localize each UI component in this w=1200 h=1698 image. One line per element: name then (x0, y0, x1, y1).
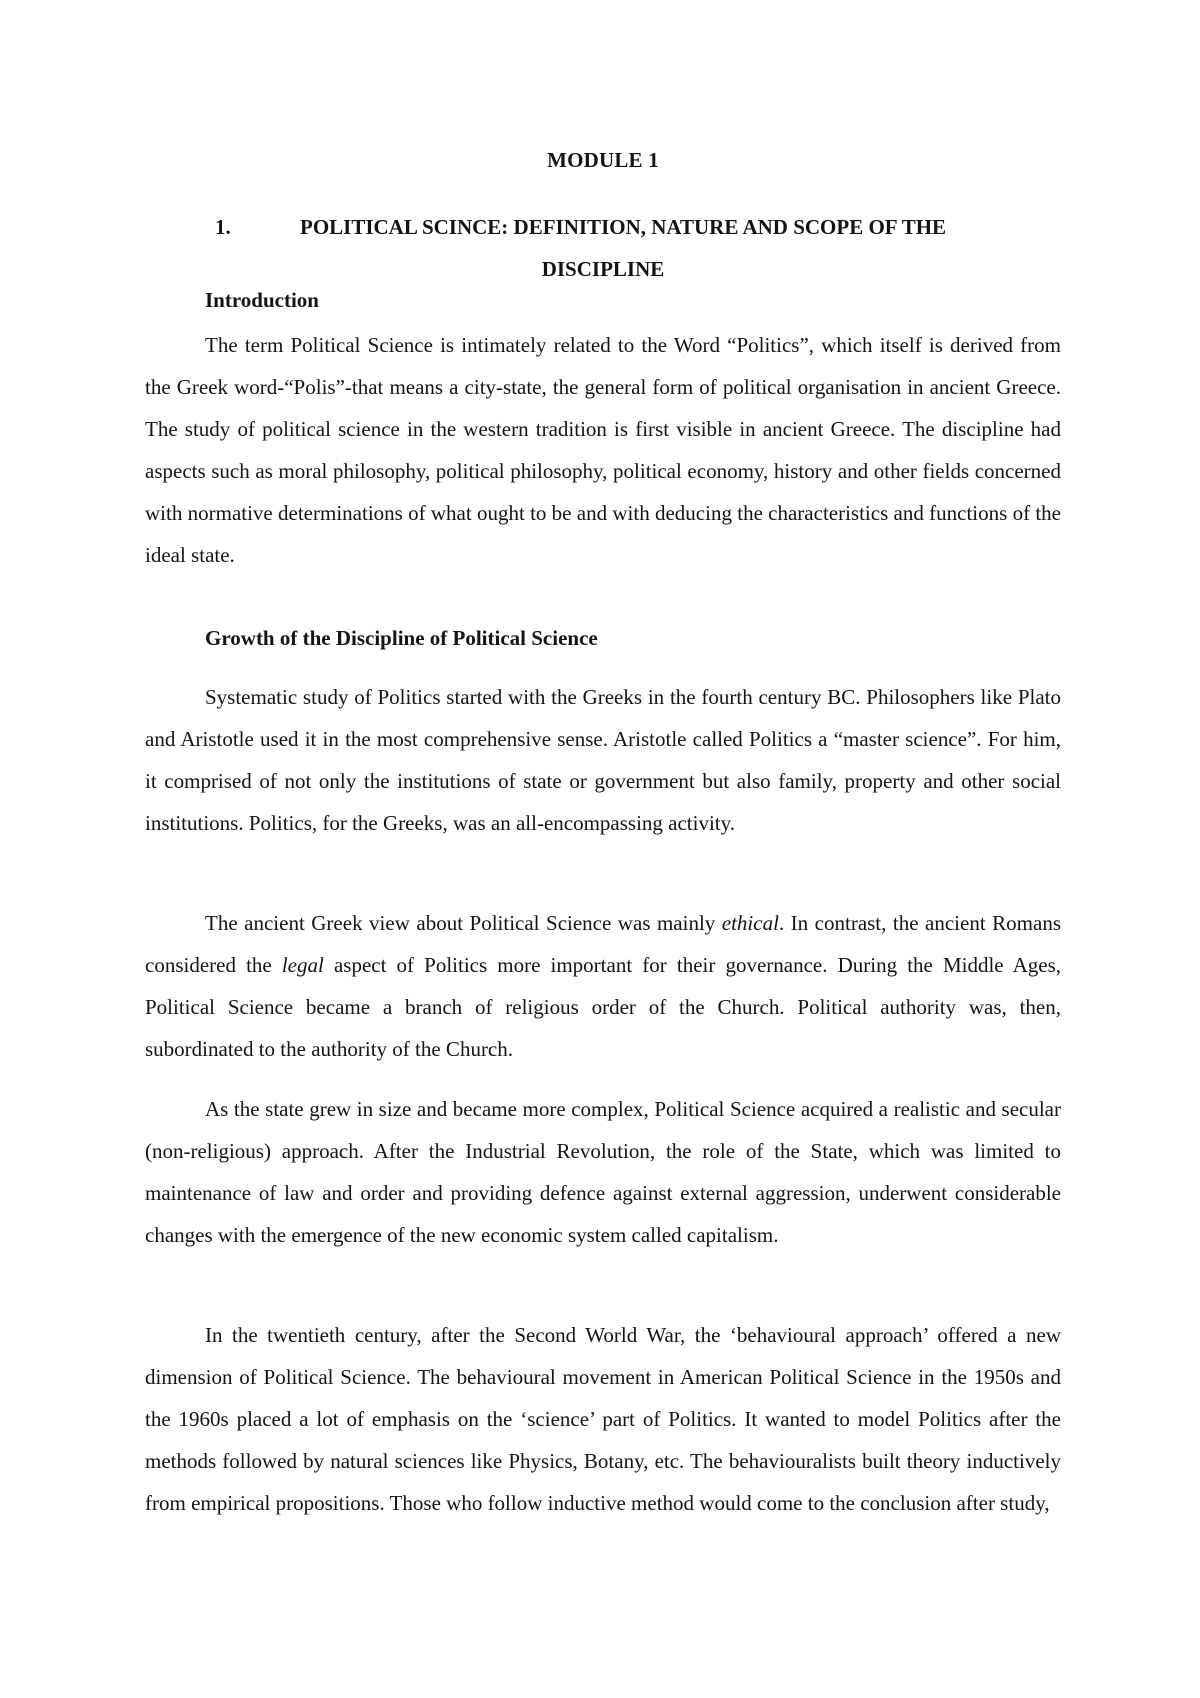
growth-paragraph-4: In the twentieth century, after the Second World War, the ‘behavioural approach’ offered a new dimension of Political Science. The behavioural movement in American Political Science in the 1950s and the 1960s placed a lot of emphasis on the ‘science’ part of Politics. It wanted to model Politics after the methods followed by natural sciences like Physics, Botany, etc. The behaviouralists built theory inductively from empirical propositions. Those who follow inductive method would come to the conclusion after study, (145, 1323, 1061, 1515)
growth-heading: Growth of the Discipline of Political Science (205, 626, 598, 650)
growth-paragraph-2 (145, 902, 1061, 1070)
section-number: 1. (215, 215, 231, 239)
growth-paragraph-3: As the state grew in size and became more complex, Political Science acquired a realistic and secular (non-religious) approach. After the Industrial Revolution, the role of the State, which was limited to maintenance of law and order and providing defence against external aggression, underwent considerable changes with the emergence of the new economic system called capitalism. (145, 1097, 1061, 1247)
intro-heading: Introduction (205, 288, 319, 312)
growth-p2-emphasis-legal: legal (281, 953, 324, 977)
growth-p2-text-b: . In contrast, the ancient Romans considered the (145, 911, 1061, 977)
section-title-line2: DISCIPLINE (541, 257, 665, 281)
growth-p2-emphasis-ethical: ethical (721, 911, 779, 935)
section-title-line1: POLITICAL SCINCE: DEFINITION, NATURE AND SCOPE OF THE (300, 215, 947, 239)
growth-p2-text-c: aspect of Politics more important for their governance. During the Middle Ages, Political Science became a branch of religious order of the Church. Political authority was, then, subordinated to the authority of the Church. (145, 953, 1061, 1061)
growth-p2-text-a: The ancient Greek view about Political Science was mainly (205, 911, 722, 935)
growth-paragraph-1: Systematic study of Politics started with the Greeks in the fourth century BC. Philosophers like Plato and Aristotle used it in the most comprehensive sense. Aristotle called Politics a “master science”. For him, it comprised of not only the institutions of state or government but also family, property and other social institutions. Politics, for the Greeks, was an all-encompassing activity. (145, 685, 1061, 835)
intro-paragraph: The term Political Science is intimately related to the Word “Politics”, which itself is derived from the Greek word-“Polis”-that means a city-state, the general form of political organisation in ancient Greece. The study of political science in the western tradition is first visible in ancient Greece. The discipline had aspects such as moral philosophy, political philosophy, political economy, history and other fields concerned with normative determinations of what ought to be and with deducing the characteristics and functions of the ideal state. (145, 333, 1061, 567)
module-title: MODULE 1 (547, 148, 659, 172)
